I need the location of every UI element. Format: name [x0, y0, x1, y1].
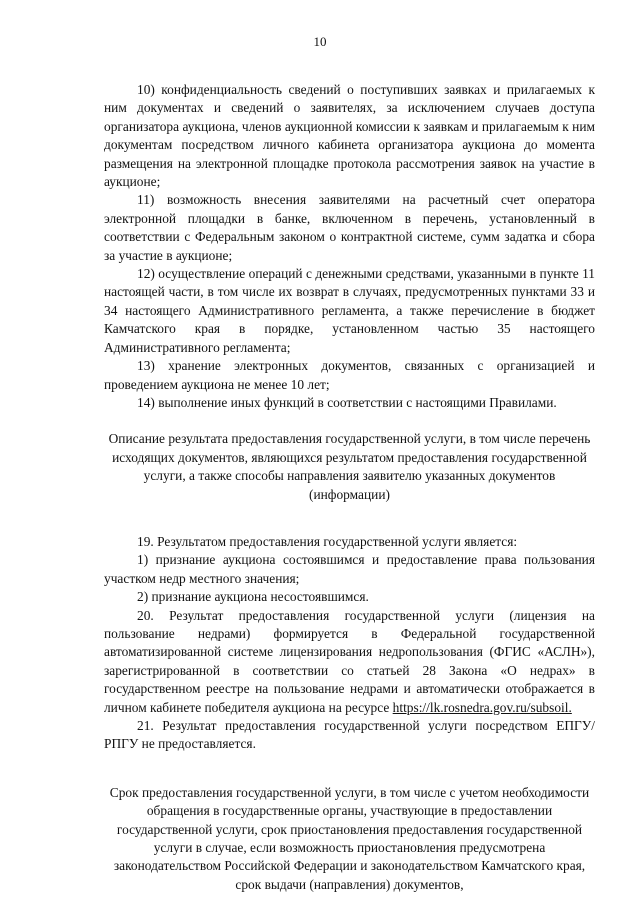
page-number: 10	[313, 34, 327, 49]
paragraph-21: 21. Результат предоставления государственной услуги посредством ЕПГУ/РПГУ не предоставляется.	[104, 718, 595, 752]
paragraph-20	[104, 607, 595, 717]
rosnedra-link[interactable]: https://lk.rosnedra.gov.ru/subsoil.	[392, 699, 572, 715]
paragraph-19-item-1: 1) признание аукциона состоявшимся и предоставление права пользования участком недр местного значения;	[104, 552, 595, 586]
spacer	[104, 754, 595, 784]
document-body	[104, 81, 595, 894]
spacer	[104, 504, 595, 533]
paragraph-20-text: 20. Результат предоставления государственной услуги (лицензия на пользование недрами) формируется в Федеральной государственной автоматизированной системе лицензирования недропользования (ФГИС «АСЛН»), зарегистрированной в соответствии со статьей 28 Закона «О недрах» в государственном реестре на пользование недрами и автоматически отображается в личном кабинете победителя аукциона на ресурсе	[104, 607, 595, 715]
list-item-14: 14) выполнение иных функций в соответствии с настоящими Правилами.	[137, 394, 557, 410]
section-heading-result: Описание результата предоставления государственной услуги, в том числе перечень исходящих документов, являющихся результатом предоставления государственной услуги, а также способы направления заявителю указанных документов (информации)	[108, 431, 591, 502]
list-item-11: 11) возможность внесения заявителями на расчетный счет оператора электронной площадки в банке, включенном в перечень, установленный в соответствии с Федеральным законом о контрактной системе, сумм задатка и сбора за участие в аукционе;	[104, 192, 595, 263]
section-heading-term: Срок предоставления государственной услуги, в том числе с учетом необходимости обращения в государственные органы, участвующие в предоставлении государственной услуги, срок приостановления предоставления государственной услуги в случае, если возможность приостановления предусмотрена законодательством Российской Федерации и законодательством Камчатского края, срок выдачи (направления) документов,	[109, 784, 590, 892]
list-item-12: 12) осуществление операций с денежными средствами, указанными в пункте 11 настоящей части, в том числе их возврат в случаях, предусмотренных пунктами 33 и 34 настоящего Административного регламента, а также перечисление в бюджет Камчатского края в порядке, установленном частью 35 настоящего Административного регламента;	[104, 266, 595, 355]
list-item-13: 13) хранение электронных документов, связанных с организацией и проведением аукциона не менее 10 лет;	[104, 358, 595, 392]
list-item-10: 10) конфиденциальность сведений о поступивших заявках и прилагаемых к ним документах и сведений о заявителях, за исключением случаев доступа организатора аукциона, членов аукционной комиссии к заявкам и прилагаемым к ним документам посредством личного кабинета организатора аукциона до момента размещения на электронной площадке протокола рассмотрения заявок на участие в аукционе;	[104, 82, 595, 190]
spacer	[104, 412, 595, 430]
paragraph-19: 19. Результатом предоставления государственной услуги является:	[137, 533, 518, 549]
paragraph-19-item-2: 2) признание аукциона несостоявшимся.	[137, 589, 369, 605]
